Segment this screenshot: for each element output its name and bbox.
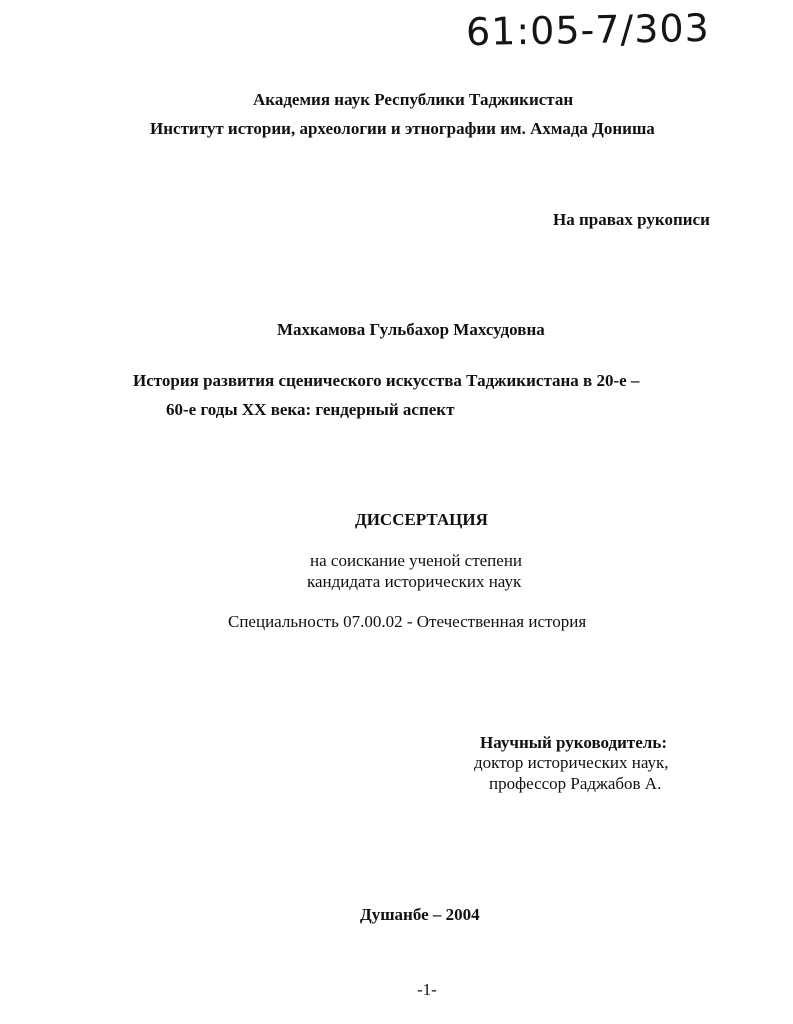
- author-name: Махкамова Гульбахор Махсудовна: [277, 320, 545, 339]
- rights-note: На правах рукописи: [553, 210, 710, 229]
- title-line-1: История развития сценического искусства Таджикистана в 20-е –: [133, 371, 640, 390]
- city-year: Душанбе – 2004: [360, 905, 480, 924]
- supervisor-name: профессор Раджабов А.: [489, 774, 662, 793]
- specialty: Специальность 07.00.02 - Отечественная история: [228, 612, 587, 631]
- document-type: ДИССЕРТАЦИЯ: [355, 510, 488, 529]
- supervisor-label: Научный руководитель:: [480, 733, 667, 752]
- degree-line-1: на соискание ученой степени: [310, 551, 523, 570]
- archive-code-handwritten: 61:05-7/303: [465, 5, 711, 55]
- supervisor-degree: доктор исторических наук,: [474, 753, 669, 772]
- page-number: -1-: [417, 980, 437, 999]
- institute-name: Институт истории, археологии и этнографии им. Ахмада Дониша: [150, 119, 655, 138]
- title-line-2: 60-е годы XX века: гендерный аспект: [166, 400, 455, 419]
- degree-line-2: кандидата исторических наук: [307, 572, 522, 591]
- academy-name: Академия наук Республики Таджикистан: [253, 90, 574, 109]
